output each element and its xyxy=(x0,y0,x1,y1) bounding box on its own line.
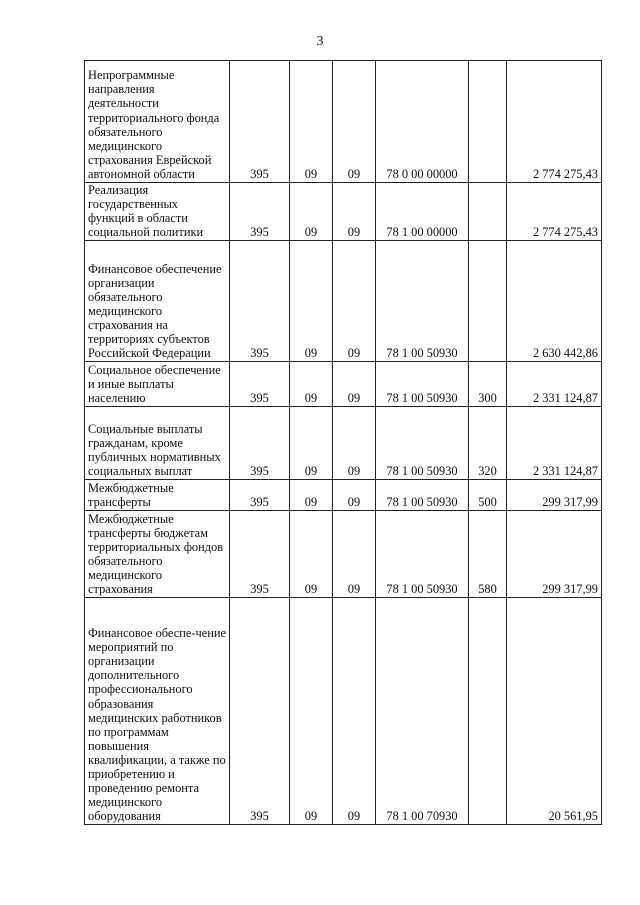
expense-type-cell xyxy=(469,61,507,183)
table-row xyxy=(85,183,602,241)
section-code-cell: 09 xyxy=(290,511,333,598)
row-name-cell: Финансовое обеспе-чение мероприятий по организации дополнительного профессионального образования медицинских работников по программам повышения квалификации, а также по приобретению и проведению ремонта медицинского оборудования xyxy=(85,598,230,825)
target-article-cell: 78 1 00 50930 xyxy=(376,362,469,407)
amount-cell: 299 317,99 xyxy=(507,511,602,598)
subsection-code-cell: 09 xyxy=(333,480,376,511)
table-row xyxy=(85,598,602,825)
ministry-code-cell: 395 xyxy=(230,61,290,183)
subsection-code-cell: 09 xyxy=(333,183,376,241)
amount-cell: 20 561,95 xyxy=(507,598,602,825)
target-article-cell: 78 1 00 50930 xyxy=(376,511,469,598)
table-row xyxy=(85,480,602,511)
subsection-code-cell: 09 xyxy=(333,598,376,825)
row-name-cell: Непрограммные направления деятельности территориального фонда обязательного медицинского страхования Еврейской автономной области xyxy=(85,61,230,183)
section-code-cell: 09 xyxy=(290,407,333,480)
amount-cell: 2 774 275,43 xyxy=(507,61,602,183)
amount-cell: 2 331 124,87 xyxy=(507,407,602,480)
expense-type-cell: 320 xyxy=(469,407,507,480)
subsection-code-cell: 09 xyxy=(333,511,376,598)
section-code-cell: 09 xyxy=(290,183,333,241)
section-code-cell: 09 xyxy=(290,480,333,511)
section-code-cell: 09 xyxy=(290,598,333,825)
table-row xyxy=(85,61,602,183)
row-name-cell: Социальные выплаты гражданам, кроме публичных нормативных социальных выплат xyxy=(85,407,230,480)
amount-cell: 2 630 442,86 xyxy=(507,241,602,362)
table-row xyxy=(85,362,602,407)
ministry-code-cell: 395 xyxy=(230,480,290,511)
subsection-code-cell: 09 xyxy=(333,61,376,183)
section-code-cell: 09 xyxy=(290,61,333,183)
target-article-cell: 78 1 00 50930 xyxy=(376,407,469,480)
expense-type-cell: 580 xyxy=(469,511,507,598)
ministry-code-cell: 395 xyxy=(230,598,290,825)
target-article-cell: 78 1 00 50930 xyxy=(376,241,469,362)
section-code-cell: 09 xyxy=(290,241,333,362)
expense-type-cell: 300 xyxy=(469,362,507,407)
subsection-code-cell: 09 xyxy=(333,241,376,362)
row-name-cell: Финансовое обеспечение организации обязательного медицинского страхования на территориях субъектов Российской Федерации xyxy=(85,241,230,362)
ministry-code-cell: 395 xyxy=(230,511,290,598)
row-name-cell: Социальное обеспечение и иные выплаты населению xyxy=(85,362,230,407)
target-article-cell: 78 1 00 50930 xyxy=(376,480,469,511)
row-name-cell: Межбюджетные трансферты xyxy=(85,480,230,511)
ministry-code-cell: 395 xyxy=(230,362,290,407)
table-row xyxy=(85,241,602,362)
subsection-code-cell: 09 xyxy=(333,407,376,480)
expense-type-cell xyxy=(469,598,507,825)
expense-type-cell: 500 xyxy=(469,480,507,511)
budget-table xyxy=(84,60,602,825)
target-article-cell: 78 1 00 70930 xyxy=(376,598,469,825)
expense-type-cell xyxy=(469,183,507,241)
row-name-cell: Межбюджетные трансферты бюджетам территориальных фондов обязательного медицинского страхования xyxy=(85,511,230,598)
ministry-code-cell: 395 xyxy=(230,241,290,362)
target-article-cell: 78 0 00 00000 xyxy=(376,61,469,183)
ministry-code-cell: 395 xyxy=(230,407,290,480)
subsection-code-cell: 09 xyxy=(333,362,376,407)
page-number: 3 xyxy=(316,34,324,49)
amount-cell: 2 331 124,87 xyxy=(507,362,602,407)
target-article-cell: 78 1 00 00000 xyxy=(376,183,469,241)
amount-cell: 2 774 275,43 xyxy=(507,183,602,241)
ministry-code-cell: 395 xyxy=(230,183,290,241)
row-name-cell: Реализация государственных функций в области социальной политики xyxy=(85,183,230,241)
expense-type-cell xyxy=(469,241,507,362)
table-row xyxy=(85,407,602,480)
amount-cell: 299 317,99 xyxy=(507,480,602,511)
section-code-cell: 09 xyxy=(290,362,333,407)
table-row xyxy=(85,511,602,598)
